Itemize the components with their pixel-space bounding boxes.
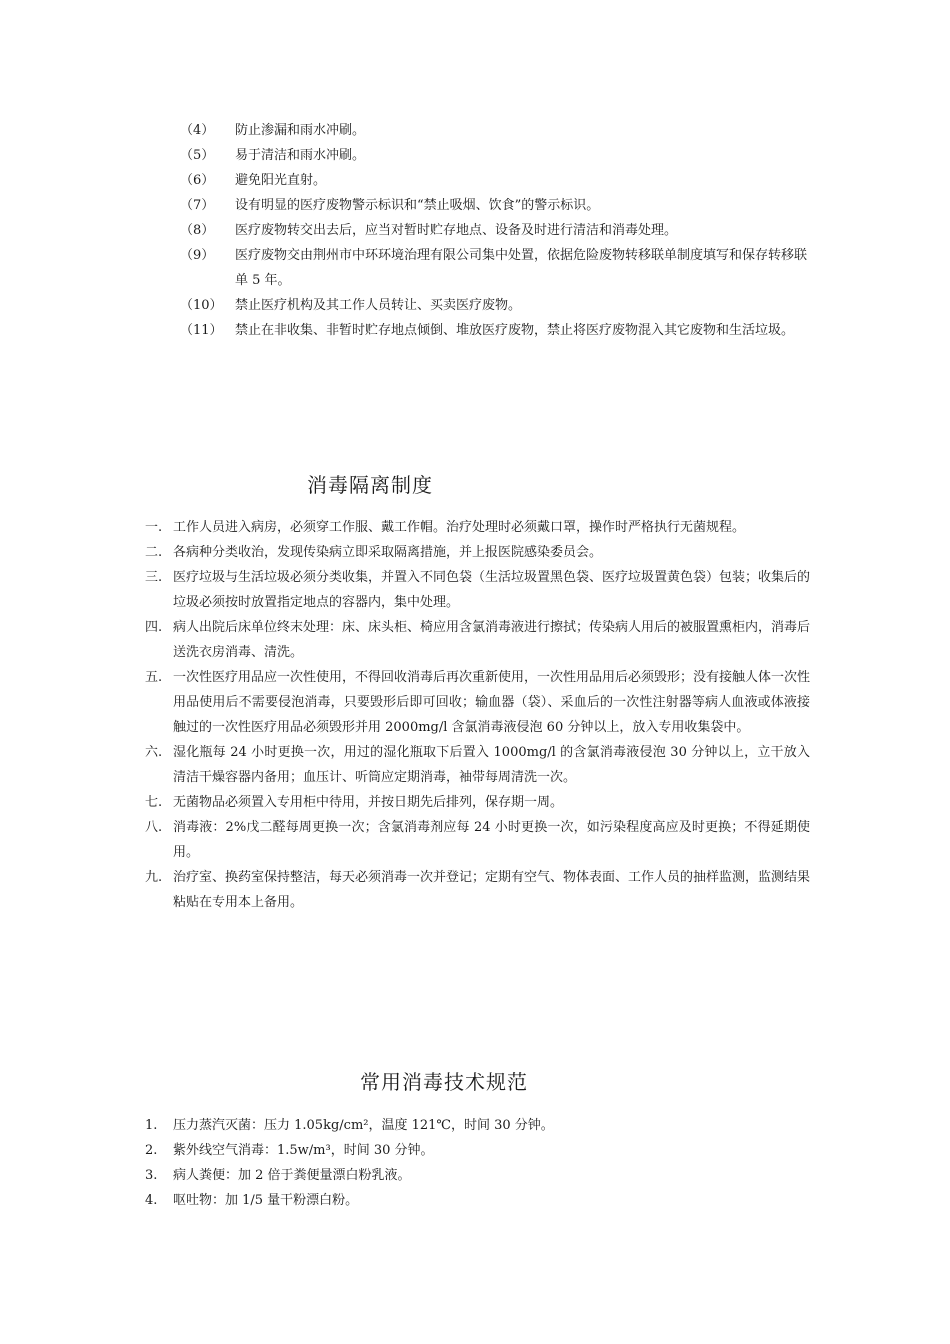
item-text: 禁止在非收集、非暂时贮存地点倾倒、堆放医疗废物，禁止将医疗废物混入其它废物和生活垃圾。 <box>235 323 795 338</box>
item-number: 二. <box>145 545 163 560</box>
item-text: 医疗垃圾与生活垃圾必须分类收集，并置入不同色袋（生活垃圾置黑色袋、医疗垃圾置黄色袋）包装；收集后的垃圾必须按时放置指定地点的容器内，集中处理。 <box>173 570 811 610</box>
item-number: 3. <box>145 1168 158 1183</box>
section-title-disinfection-techniques: 常用消毒技术规范 <box>360 1070 528 1094</box>
item-number: 六. <box>145 745 163 760</box>
item-text: 压力蒸汽灭菌：压力 1.05kg/cm²，温度 121℃，时间 30 分钟。 <box>173 1118 554 1133</box>
item-number: 2. <box>145 1143 158 1158</box>
list-item <box>180 318 810 343</box>
list-item <box>145 1138 810 1163</box>
list-item <box>180 168 810 193</box>
item-text: 一次性医疗用品应一次性使用，不得回收消毒后再次重新使用，一次性用品用后必须毁形；没有接触人体一次性用品使用后不需要侵泡消毒，只要毁形后即可回收；输血器（袋）、采血后的一次性注射器等病人血液或体液接触过的一次性医疗用品必须毁形并用 2000mg/l 含氯消毒液侵泡 60 分钟以上，放入专用收集袋中。 <box>173 670 811 735</box>
section-title-disinfection-isolation: 消毒隔离制度 <box>307 473 433 497</box>
list-item <box>145 815 810 865</box>
item-text: 医疗废物交由荆州市中环环境治理有限公司集中处置，依据危险废物转移联单制度填写和保存转移联单 5 年。 <box>235 248 808 288</box>
item-number: 四. <box>145 620 163 635</box>
list-item <box>180 293 810 318</box>
item-number: 五. <box>145 670 163 685</box>
item-number: （5） <box>180 148 215 163</box>
list-item <box>145 790 810 815</box>
item-number: 七. <box>145 795 163 810</box>
disinfection-techniques-list <box>145 1113 810 1213</box>
item-number: （6） <box>180 173 215 188</box>
list-item <box>145 540 810 565</box>
list-item <box>145 615 810 665</box>
list-item <box>180 218 810 243</box>
item-text: 病人粪便：加 2 倍于粪便量漂白粉乳液。 <box>173 1168 411 1183</box>
item-number: 八. <box>145 820 163 835</box>
item-number: （9） <box>180 248 215 263</box>
disinfection-rules-list <box>145 515 810 915</box>
item-text: 避免阳光直射。 <box>235 173 327 188</box>
item-text: 工作人员进入病房，必须穿工作服、戴工作帽。治疗处理时必须戴口罩，操作时严格执行无菌规程。 <box>173 520 746 535</box>
item-text: 湿化瓶每 24 小时更换一次，用过的湿化瓶取下后置入 1000mg/l 的含氯消毒液侵泡 30 分钟以上，立干放入清洁干燥容器内备用；血压计、听筒应定期消毒，袖带每周清洗一次。 <box>173 745 810 785</box>
item-number: 4. <box>145 1193 158 1208</box>
item-number: （11） <box>180 323 223 338</box>
list-item <box>145 740 810 790</box>
list-item <box>180 143 810 168</box>
list-item <box>145 1113 810 1138</box>
item-number: 三. <box>145 570 163 585</box>
item-text: 无菌物品必须置入专用柜中待用，并按日期先后排列，保存期一周。 <box>173 795 564 810</box>
item-text: 防止渗漏和雨水冲刷。 <box>235 123 366 138</box>
item-number: （10） <box>180 298 223 313</box>
waste-storage-list <box>180 118 810 343</box>
item-text: 各病种分类收治，发现传染病立即采取隔离措施，并上报医院感染委员会。 <box>173 545 603 560</box>
list-item <box>145 865 810 915</box>
item-text: 呕吐物：加 1/5 量干粉漂白粉。 <box>173 1193 359 1208</box>
item-text: 医疗废物转交出去后，应当对暂时贮存地点、设备及时进行清洁和消毒处理。 <box>235 223 678 238</box>
list-item <box>145 1163 810 1188</box>
item-number: （4） <box>180 123 215 138</box>
item-text: 禁止医疗机构及其工作人员转让、买卖医疗废物。 <box>235 298 522 313</box>
item-number: 九. <box>145 870 163 885</box>
item-text: 病人出院后床单位终末处理：床、床头柜、椅应用含氯消毒液进行擦拭；传染病人用后的被服置熏柜内，消毒后送洗衣房消毒、清洗。 <box>173 620 811 660</box>
item-text: 治疗室、换药室保持整洁，每天必须消毒一次并登记；定期有空气、物体表面、工作人员的抽样监测，监测结果粘贴在专用本上备用。 <box>173 870 811 910</box>
list-item <box>145 665 810 740</box>
item-text: 紫外线空气消毒：1.5w/m³，时间 30 分钟。 <box>173 1143 434 1158</box>
item-text: 消毒液：2%戊二醛每周更换一次；含氯消毒剂应每 24 小时更换一次，如污染程度高应及时更换；不得延期使用。 <box>173 820 810 860</box>
list-item <box>145 515 810 540</box>
list-item <box>180 193 810 218</box>
item-text: 设有明显的医疗废物警示标识和“禁止吸烟、饮食”的警示标识。 <box>235 198 600 213</box>
item-number: 一. <box>145 520 163 535</box>
item-number: 1. <box>145 1118 158 1133</box>
item-number: （8） <box>180 223 215 238</box>
list-item <box>145 565 810 615</box>
list-item <box>180 243 810 293</box>
list-item <box>180 118 810 143</box>
item-number: （7） <box>180 198 215 213</box>
list-item <box>145 1188 810 1213</box>
item-text: 易于清洁和雨水冲刷。 <box>235 148 366 163</box>
